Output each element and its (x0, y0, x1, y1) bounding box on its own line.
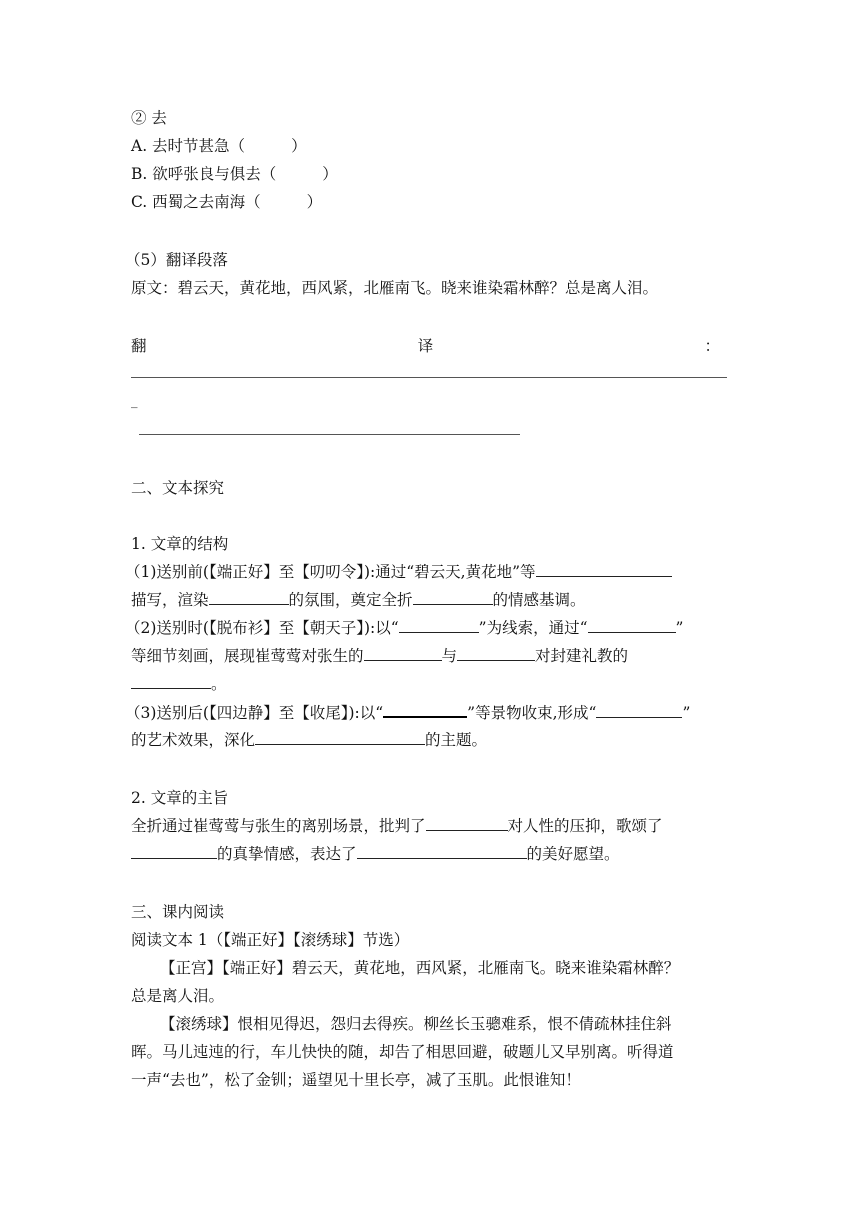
blank[interactable] (255, 730, 425, 745)
blank[interactable] (131, 674, 211, 689)
reading-paragraph-2-line-2: 晖。马儿迍迍的行，车儿快快的随，却告了相思回避，破题儿又早别离。听得道 (131, 1043, 674, 1061)
option-a: A. 去时节甚急（ ） (131, 137, 307, 155)
structure-part-3-line-2: 的艺术效果，深化 的主题。 (131, 731, 488, 749)
option-b: B. 欲呼张良与俱去（ ） (131, 165, 338, 183)
reading-paragraph-1-line-1: 【正宫】【端正好】碧云天，黄花地，西风紧，北雁南飞。晓来谁染霜林醉？ (160, 959, 680, 977)
structure-part-3-line-1: （3)送别后(【四边静】至【收尾】):以“ ”等景物收束,形成“ ” (125, 704, 691, 722)
blank[interactable] (596, 703, 682, 718)
structure-title: 1. 文章的结构 (131, 535, 229, 553)
structure-part-1-line-1: （1)送别前(【端正好】至【叨叨令】):通过“碧云天,黄花地”等 (125, 562, 672, 582)
structure-part-2-line-2: 等细节刻画，展现崔莺莺对张生的 与 对封建礼教的 (131, 647, 629, 665)
translation-colon: ： (704, 337, 720, 355)
structure-part-1-line-2: 描写，渲染 的氛围，奠定全折 的情感基调。 (131, 591, 586, 609)
blank[interactable] (413, 590, 493, 605)
reading-paragraph-1-line-2: 总是离人泪。 (131, 987, 225, 1005)
option-c: C. 西蜀之去南海（ ） (131, 193, 323, 211)
blank[interactable] (399, 618, 479, 633)
question-5-title: （5）翻译段落 (125, 251, 228, 269)
theme-line-2: 的真挚情感，表达了 的美好愿望。 (131, 844, 620, 864)
section-3-title: 三、课内阅读 (131, 903, 225, 921)
blank[interactable] (209, 590, 289, 605)
translation-char-yi: 译 (417, 337, 434, 355)
section-2-title: 二、文本探究 (131, 479, 225, 497)
blank[interactable] (588, 618, 676, 633)
question-2-title: ② 去 (131, 109, 167, 127)
reading-paragraph-2-line-1: 【滚绣球】恨相见得迟，怨归去得疾。柳丝长玉骢难系，恨不倩疏林挂住斜 (160, 1015, 672, 1033)
translation-answer-line-2[interactable] (139, 434, 520, 435)
blank[interactable] (383, 702, 467, 718)
structure-part-2-line-1: （2)送别时(【脱布衫】至【朝天子】):以“ ”为线索，通过“ ” (125, 619, 684, 637)
blank[interactable] (457, 646, 535, 661)
structure-part-2-line-3: 。 (131, 674, 227, 694)
theme-title: 2. 文章的主旨 (131, 789, 229, 807)
blank[interactable] (426, 816, 508, 831)
translation-dash: _ (131, 394, 138, 409)
theme-line-1: 全折通过崔莺莺与张生的离别场景，批判了 对人性的压抑，歌颂了 (131, 817, 663, 835)
blank[interactable] (536, 562, 672, 577)
translation-char-fan: 翻 (131, 337, 147, 355)
blank[interactable] (357, 844, 527, 859)
translation-label (131, 336, 720, 356)
translation-answer-line-1[interactable] (131, 377, 727, 378)
blank[interactable] (364, 646, 442, 661)
reading-title: 阅读文本 1（【端正好】【滚绣球】节选） (131, 931, 410, 949)
reading-paragraph-2-line-3: 一声“去也”，松了金钏；遥望见十里长亭，减了玉肌。此恨谁知！ (131, 1071, 581, 1089)
original-text: 原文：碧云天，黄花地，西风紧，北雁南飞。晓来谁染霜林醉？总是离人泪。 (131, 279, 659, 297)
blank[interactable] (131, 844, 217, 859)
